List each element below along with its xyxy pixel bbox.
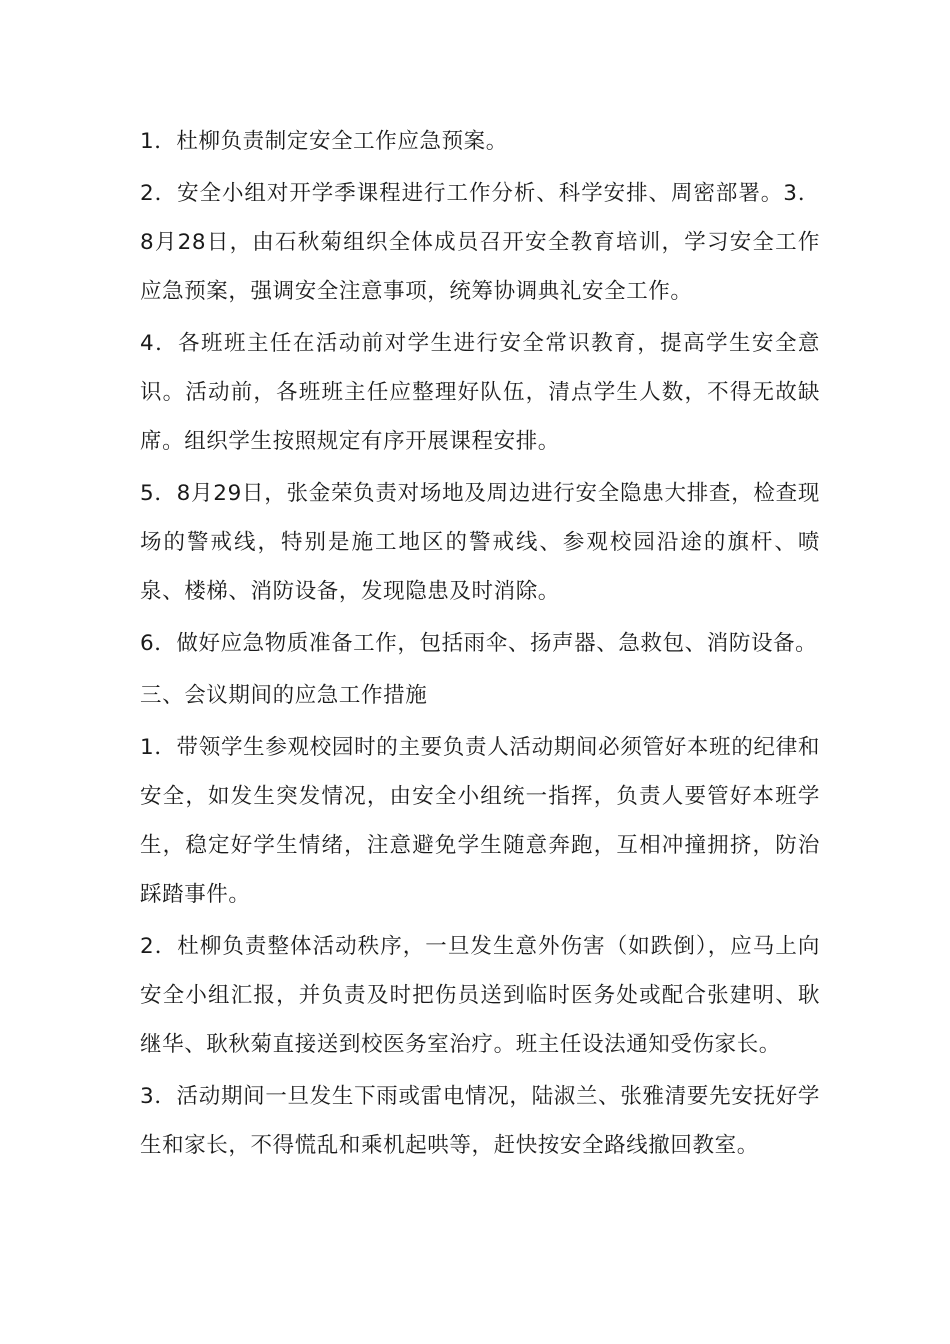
paragraph-item-1: 1．杜柳负责制定安全工作应急预案。 <box>140 129 508 154</box>
paragraph-item-4: 5．8月29日，张金荣负责对场地及周边进行安全隐患大排查，检查现场的警戒线，特别是施工地区的警戒线、参观校园沿途的旗杆、喷泉、楼梯、消防设备，发现隐患及时消除。 <box>140 481 820 604</box>
paragraph-item-3: 4．各班班主任在活动前对学生进行安全常识教育，提高学生安全意识。活动前，各班班主任应整理好队伍，清点学生人数，不得无故缺席。组织学生按照规定有序开展课程安排。 <box>140 331 820 454</box>
paragraph-item-5: 6．做好应急物质准备工作，包括雨伞、扬声器、急救包、消防设备。 <box>140 631 818 656</box>
section-heading: 三、会议期间的应急工作措施 <box>140 683 428 708</box>
paragraph-item-7: 2．杜柳负责整体活动秩序，一旦发生意外伤害（如跌倒），应马上向安全小组汇报，并负责及时把伤员送到临时医务处或配合张建明、耿继华、耿秋菊直接送到校医务室治疗。班主任设法通知受伤家长。 <box>140 934 820 1057</box>
paragraph-item-2: 2．安全小组对开学季课程进行工作分析、科学安排、周密部署。3．8月28日，由石秋菊组织全体成员召开安全教育培训，学习安全工作应急预案，强调安全注意事项，统筹协调典礼安全工作。 <box>140 181 820 304</box>
paragraph-item-6: 1．带领学生参观校园时的主要负责人活动期间必须管好本班的纪律和安全，如发生突发情况，由安全小组统一指挥，负责人要管好本班学生，稳定好学生情绪，注意避免学生随意奔跑，互相冲撞拥挤，防治踩踏事件。 <box>140 735 820 907</box>
paragraph-item-8: 3．活动期间一旦发生下雨或雷电情况，陆淑兰、张雅清要先安抚好学生和家长，不得慌乱和乘机起哄等，赶快按安全路线撤回教室。 <box>140 1084 820 1158</box>
document-page <box>140 117 820 1173</box>
